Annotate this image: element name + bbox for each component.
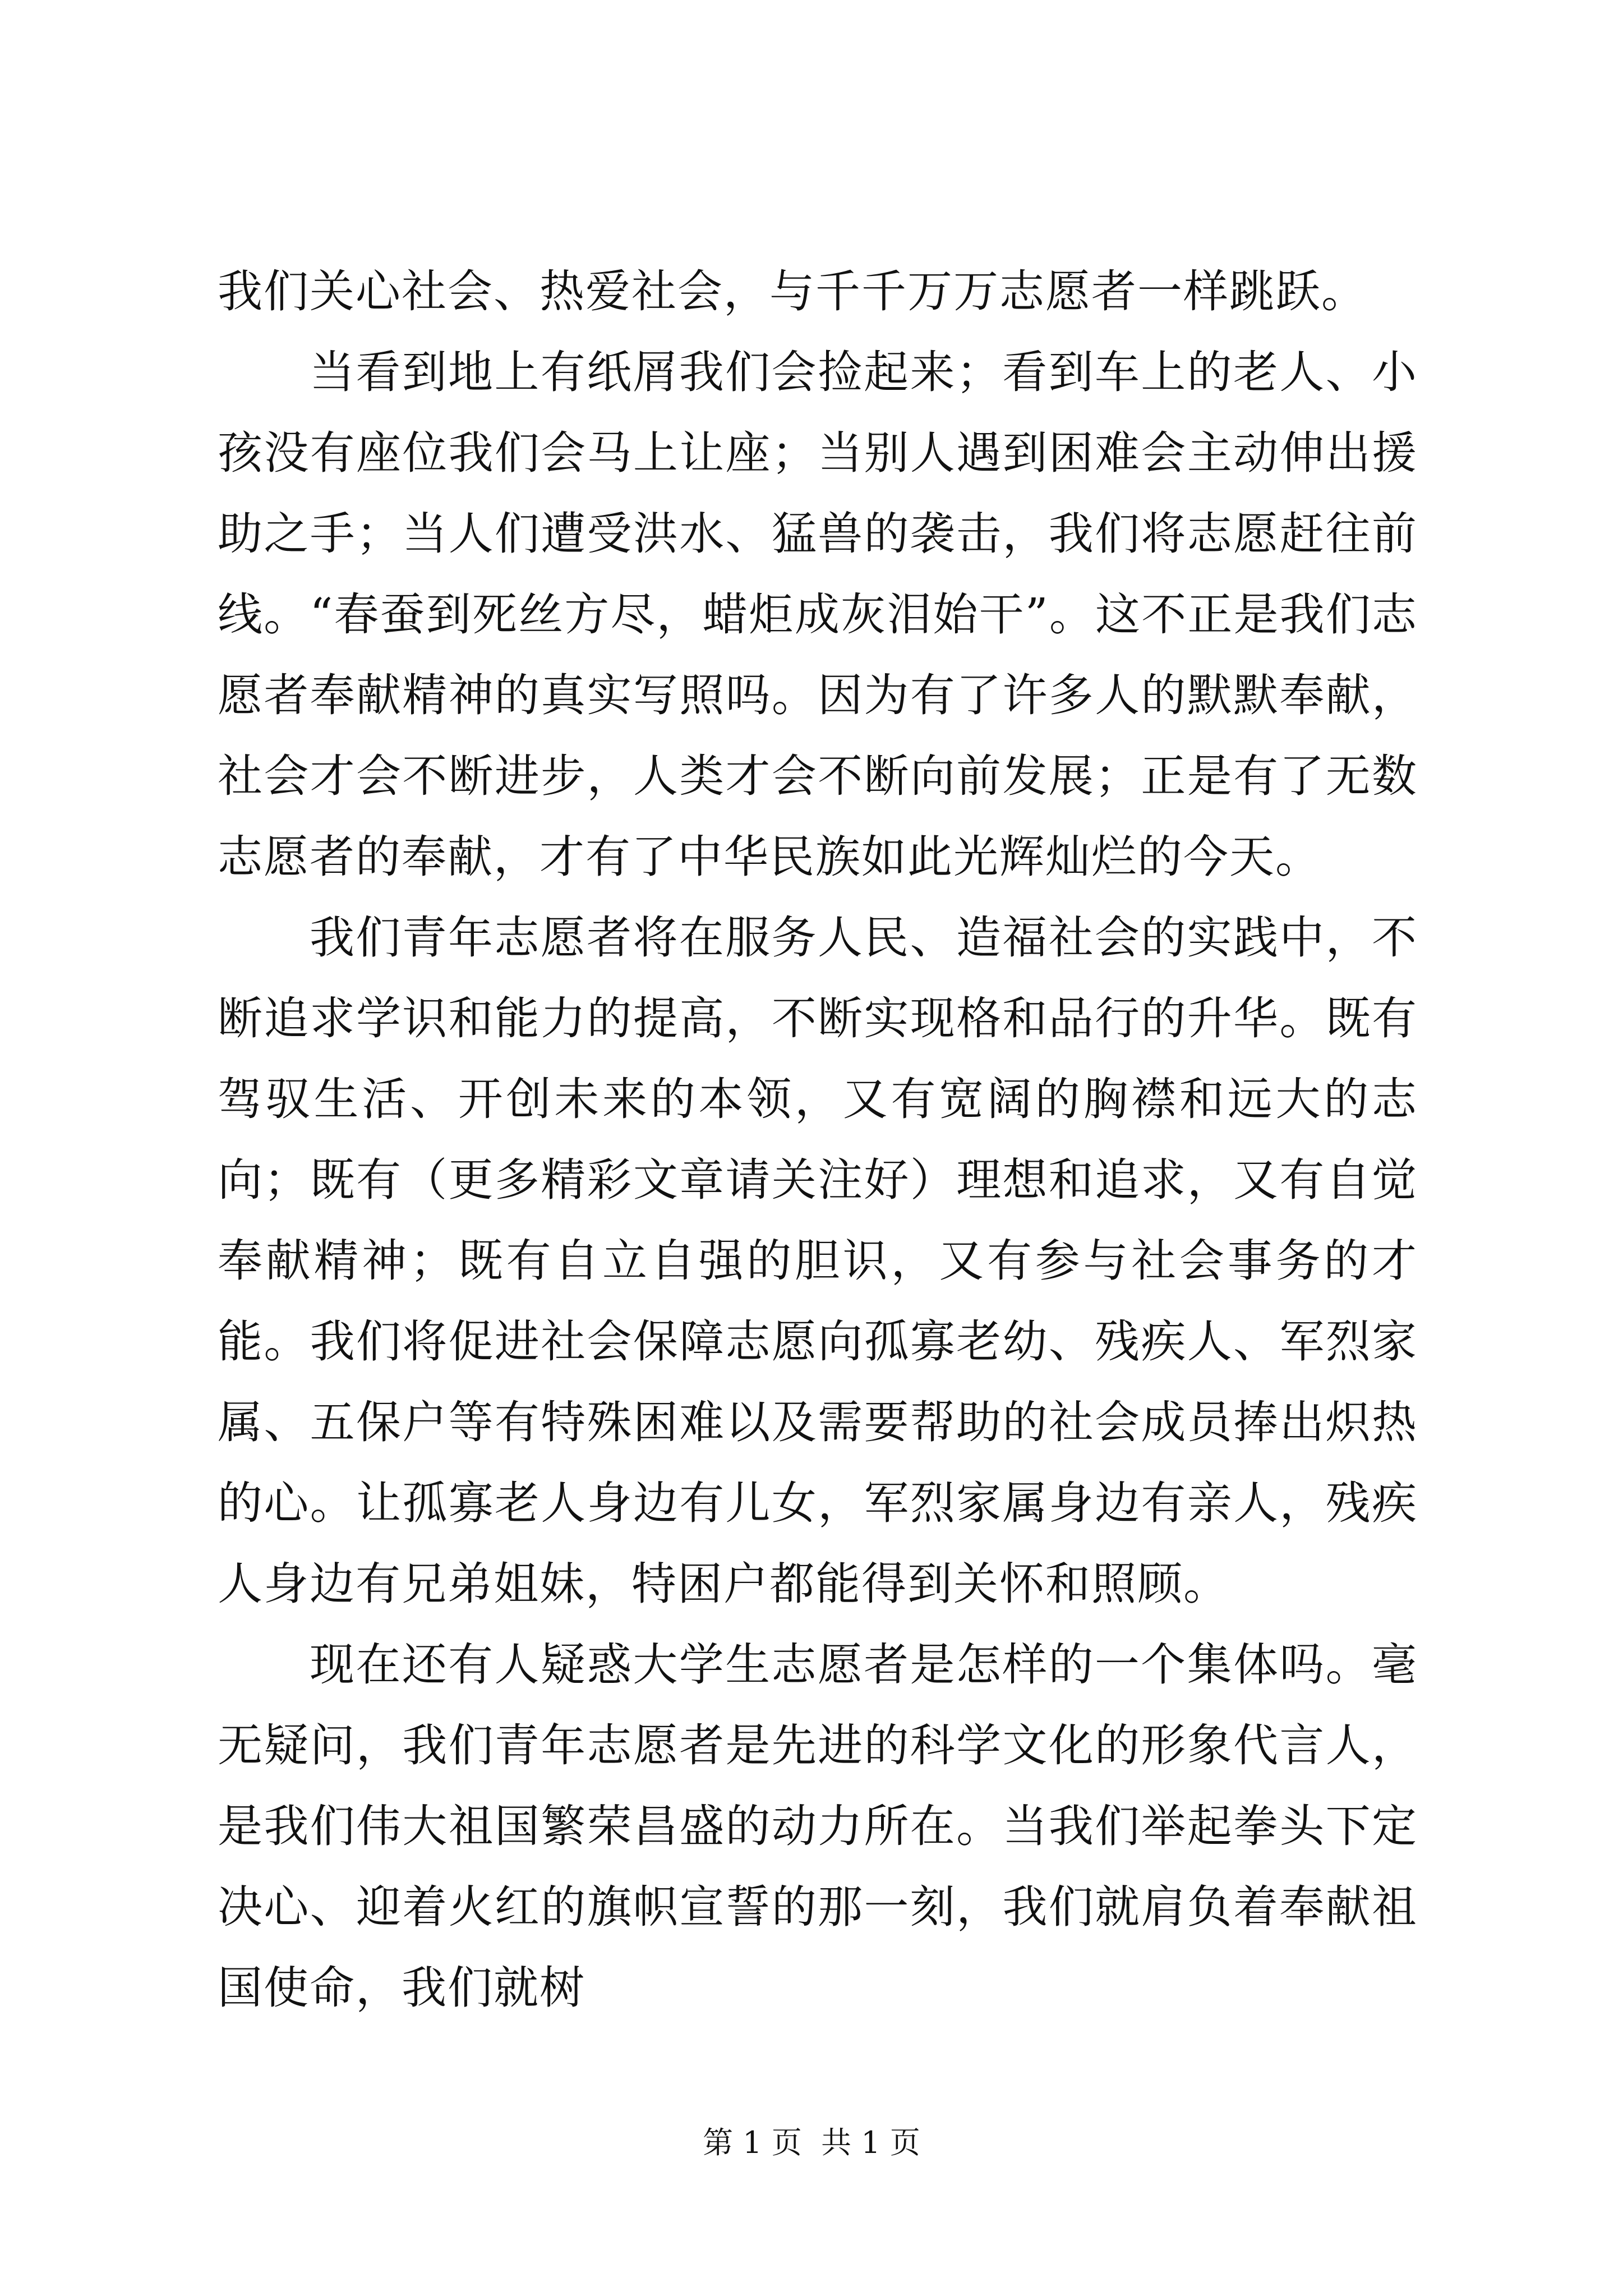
paragraph-2: 当看到地上有纸屑我们会捡起来；看到车上的老人、小孩没有座位我们会马上让座；当别人遇到困难会主动伸出援助之手；当人们遭受洪水、猛兽的袭击，我们将志愿赶往前线。“春蚕到死丝方尽，蜡炬成灰泪始干”。这不正是我们志愿者奉献精神的真实写照吗。因为有了许多人的默默奉献，社会才会不断进步，人类才会不断向前发展；正是有了无数志愿者的奉献，才有了中华民族如此光辉灿烂的今天。 (218, 346, 1418, 883)
page-footer (0, 2120, 1623, 2165)
paragraph-1: 我们关心社会、热爱社会，与千千万万志愿者一样跳跃。 (218, 265, 1367, 318)
page-number-label: 第 1 页 共 1 页 (703, 2125, 920, 2160)
document-body (218, 251, 1418, 2028)
paragraph-3: 我们青年志愿者将在服务人民、造福社会的实践中，不断追求学识和能力的提高，不断实现格和品行的升华。既有驾驭生活、开创未来的本领，又有宽阔的胸襟和远大的志向；既有（更多精彩文章请关注好）理想和追求，又有自觉奉献精神；既有自立自强的胆识，又有参与社会事务的才能。我们将促进社会保障志愿向孤寡老幼、残疾人、军烈家属、五保户等有特殊困难以及需要帮助的社会成员捧出炽热的心。让孤寡老人身边有儿女，军烈家属身边有亲人，残疾人身边有兄弟姐妹，特困户都能得到关怀和照顾。 (218, 912, 1418, 1610)
paragraph-4: 现在还有人疑惑大学生志愿者是怎样的一个集体吗。毫无疑问，我们青年志愿者是先进的科学文化的形象代言人，是我们伟大祖国繁荣昌盛的动力所在。当我们举起拳头下定决心、迎着火红的旗帜宣誓的那一刻，我们就肩负着奉献祖国使命，我们就树 (218, 1639, 1418, 2014)
